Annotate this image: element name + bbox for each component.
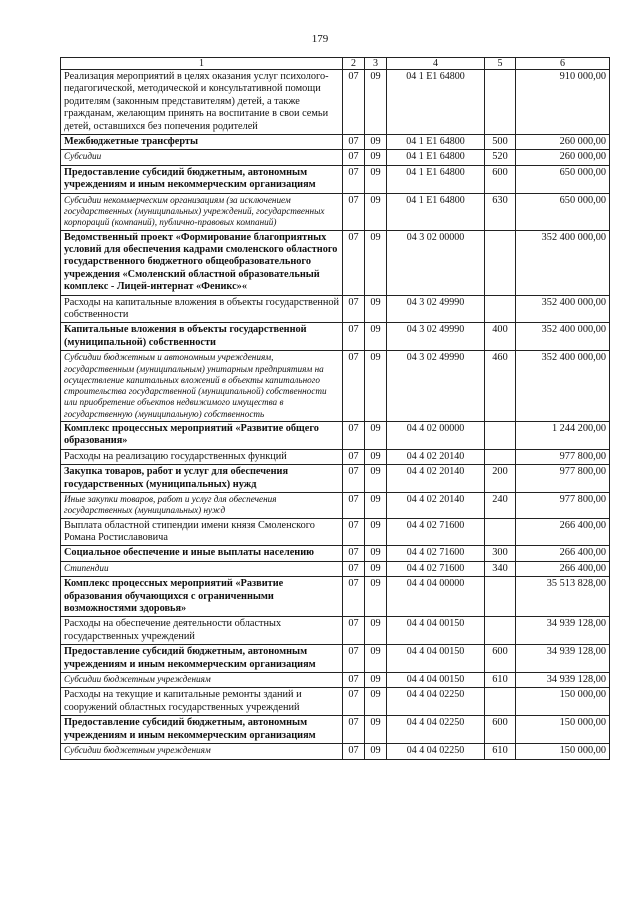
subsection-code-cell: 09 — [365, 577, 387, 617]
subsection-code-cell: 09 — [365, 165, 387, 193]
amount-cell: 150 000,00 — [516, 688, 610, 716]
table-row — [61, 465, 610, 493]
expense-type-cell: 600 — [485, 716, 516, 744]
expense-type-cell: 340 — [485, 561, 516, 576]
section-code-cell: 07 — [343, 165, 365, 193]
expense-type-cell — [485, 295, 516, 323]
subsection-code-cell: 09 — [365, 744, 387, 759]
subsection-code-cell: 09 — [365, 150, 387, 165]
subsection-code-cell: 09 — [365, 70, 387, 135]
amount-cell: 977 800,00 — [516, 449, 610, 464]
target-article-cell: 04 1 E1 64800 — [387, 165, 485, 193]
header-col-5: 5 — [485, 58, 516, 70]
target-article-cell: 04 4 02 71600 — [387, 546, 485, 561]
expense-type-cell — [485, 617, 516, 645]
amount-cell: 1 244 200,00 — [516, 421, 610, 449]
amount-cell: 650 000,00 — [516, 165, 610, 193]
row-name-cell: Межбюджетные трансферты — [61, 135, 343, 150]
section-code-cell: 07 — [343, 518, 365, 546]
target-article-cell: 04 4 04 02250 — [387, 716, 485, 744]
row-name-cell: Выплата областной стипендии имени князя Смоленского Романа Ростиславовича — [61, 518, 343, 546]
target-article-cell: 04 4 02 20140 — [387, 493, 485, 519]
row-name-cell: Предоставление субсидий бюджетным, автономным учреждениям и иным некоммерческим организациям — [61, 716, 343, 744]
expense-type-cell: 240 — [485, 493, 516, 519]
amount-cell: 34 939 128,00 — [516, 617, 610, 645]
expense-type-cell — [485, 577, 516, 617]
amount-cell: 260 000,00 — [516, 150, 610, 165]
target-article-cell: 04 4 02 71600 — [387, 518, 485, 546]
target-article-cell: 04 4 02 00000 — [387, 421, 485, 449]
expense-type-cell: 610 — [485, 673, 516, 688]
subsection-code-cell: 09 — [365, 193, 387, 230]
amount-cell: 150 000,00 — [516, 744, 610, 759]
target-article-cell: 04 3 02 49990 — [387, 323, 485, 351]
section-code-cell: 07 — [343, 493, 365, 519]
subsection-code-cell: 09 — [365, 493, 387, 519]
subsection-code-cell: 09 — [365, 351, 387, 422]
target-article-cell: 04 3 02 49990 — [387, 351, 485, 422]
expense-type-cell — [485, 518, 516, 546]
section-code-cell: 07 — [343, 449, 365, 464]
table-row — [61, 561, 610, 576]
row-name-cell: Предоставление субсидий бюджетным, автономным учреждениям и иным некоммерческим организациям — [61, 645, 343, 673]
header-col-6: 6 — [516, 58, 610, 70]
expense-type-cell: 400 — [485, 323, 516, 351]
table-row — [61, 617, 610, 645]
table-row — [61, 449, 610, 464]
section-code-cell: 07 — [343, 546, 365, 561]
target-article-cell: 04 3 02 00000 — [387, 230, 485, 295]
section-code-cell: 07 — [343, 673, 365, 688]
expense-type-cell — [485, 421, 516, 449]
row-name-cell: Социальное обеспечение и иные выплаты населению — [61, 546, 343, 561]
expense-type-cell: 630 — [485, 193, 516, 230]
table-row — [61, 165, 610, 193]
amount-cell: 266 400,00 — [516, 546, 610, 561]
expense-type-cell: 460 — [485, 351, 516, 422]
section-code-cell: 07 — [343, 645, 365, 673]
target-article-cell: 04 4 02 20140 — [387, 449, 485, 464]
table-row — [61, 150, 610, 165]
subsection-code-cell: 09 — [365, 323, 387, 351]
row-name-cell: Комплекс процессных мероприятий «Развитие общего образования» — [61, 421, 343, 449]
amount-cell: 266 400,00 — [516, 561, 610, 576]
row-name-cell: Расходы на реализацию государственных функций — [61, 449, 343, 464]
table-row — [61, 421, 610, 449]
subsection-code-cell: 09 — [365, 465, 387, 493]
table-row — [61, 295, 610, 323]
amount-cell: 977 800,00 — [516, 493, 610, 519]
table-row — [61, 688, 610, 716]
budget-table — [60, 57, 610, 760]
expense-type-cell: 300 — [485, 546, 516, 561]
row-name-cell: Субсидии бюджетным и автономным учреждениям, государственным (муниципальным) унитарным предприятиям на осуществление капитальных вложений в объекты капитального строительства государственной (муниципальной) собственности или приобретение объектов недвижимого имущества в государственную (муниципальную) собственность — [61, 351, 343, 422]
amount-cell: 150 000,00 — [516, 716, 610, 744]
expense-type-cell: 520 — [485, 150, 516, 165]
row-name-cell: Ведомственный проект «Формирование благоприятных условий для обеспечения кадрами смоленского областного государственного бюджетного общеобразовательного учреждения «Смоленский областной образовательный комплекс - Лицей-интернат «Феникс»« — [61, 230, 343, 295]
table-row — [61, 546, 610, 561]
table-row — [61, 673, 610, 688]
row-name-cell: Закупка товаров, работ и услуг для обеспечения государственных (муниципальных) нужд — [61, 465, 343, 493]
section-code-cell: 07 — [343, 230, 365, 295]
amount-cell: 35 513 828,00 — [516, 577, 610, 617]
amount-cell: 910 000,00 — [516, 70, 610, 135]
expense-type-cell: 200 — [485, 465, 516, 493]
section-code-cell: 07 — [343, 688, 365, 716]
section-code-cell: 07 — [343, 421, 365, 449]
row-name-cell: Расходы на обеспечение деятельности областных государственных учреждений — [61, 617, 343, 645]
section-code-cell: 07 — [343, 351, 365, 422]
target-article-cell: 04 4 04 02250 — [387, 744, 485, 759]
section-code-cell: 07 — [343, 193, 365, 230]
target-article-cell: 04 1 E1 64800 — [387, 150, 485, 165]
target-article-cell: 04 4 04 02250 — [387, 688, 485, 716]
subsection-code-cell: 09 — [365, 617, 387, 645]
row-name-cell: Стипендии — [61, 561, 343, 576]
target-article-cell: 04 4 04 00150 — [387, 673, 485, 688]
section-code-cell: 07 — [343, 465, 365, 493]
header-col-4: 4 — [387, 58, 485, 70]
target-article-cell: 04 4 04 00150 — [387, 617, 485, 645]
row-name-cell: Субсидии бюджетным учреждениям — [61, 744, 343, 759]
row-name-cell: Капитальные вложения в объекты государственной (муниципальной) собственности — [61, 323, 343, 351]
table-row — [61, 577, 610, 617]
section-code-cell: 07 — [343, 70, 365, 135]
expense-type-cell — [485, 70, 516, 135]
row-name-cell: Субсидии — [61, 150, 343, 165]
subsection-code-cell: 09 — [365, 645, 387, 673]
amount-cell: 977 800,00 — [516, 465, 610, 493]
section-code-cell: 07 — [343, 561, 365, 576]
amount-cell: 352 400 000,00 — [516, 230, 610, 295]
section-code-cell: 07 — [343, 617, 365, 645]
expense-type-cell — [485, 688, 516, 716]
table-row — [61, 323, 610, 351]
table-row — [61, 230, 610, 295]
target-article-cell: 04 4 02 71600 — [387, 561, 485, 576]
amount-cell: 266 400,00 — [516, 518, 610, 546]
row-name-cell: Субсидии некоммерческим организациям (за исключением государственных (муниципальных) учреждений, государственных корпораций (компаний), публично-правовых компаний) — [61, 193, 343, 230]
target-article-cell: 04 4 04 00000 — [387, 577, 485, 617]
expense-type-cell — [485, 230, 516, 295]
target-article-cell: 04 4 02 20140 — [387, 465, 485, 493]
section-code-cell: 07 — [343, 716, 365, 744]
table-row — [61, 70, 610, 135]
subsection-code-cell: 09 — [365, 518, 387, 546]
header-col-1: 1 — [61, 58, 343, 70]
header-col-3: 3 — [365, 58, 387, 70]
expense-type-cell: 600 — [485, 165, 516, 193]
subsection-code-cell: 09 — [365, 716, 387, 744]
expense-type-cell — [485, 449, 516, 464]
row-name-cell: Комплекс процессных мероприятий «Развитие образования обучающихся с ограниченными возможностями здоровья» — [61, 577, 343, 617]
target-article-cell: 04 4 04 00150 — [387, 645, 485, 673]
amount-cell: 650 000,00 — [516, 193, 610, 230]
expense-type-cell: 500 — [485, 135, 516, 150]
section-code-cell: 07 — [343, 135, 365, 150]
subsection-code-cell: 09 — [365, 561, 387, 576]
target-article-cell: 04 1 E1 64800 — [387, 193, 485, 230]
amount-cell: 352 400 000,00 — [516, 295, 610, 323]
row-name-cell: Предоставление субсидий бюджетным, автономным учреждениям и иным некоммерческим организациям — [61, 165, 343, 193]
amount-cell: 352 400 000,00 — [516, 351, 610, 422]
expense-type-cell: 610 — [485, 744, 516, 759]
section-code-cell: 07 — [343, 744, 365, 759]
header-col-2: 2 — [343, 58, 365, 70]
row-name-cell: Иные закупки товаров, работ и услуг для обеспечения государственных (муниципальных) нужд — [61, 493, 343, 519]
amount-cell: 352 400 000,00 — [516, 323, 610, 351]
row-name-cell: Расходы на текущие и капитальные ремонты зданий и сооружений областных государственных учреждений — [61, 688, 343, 716]
table-row — [61, 518, 610, 546]
target-article-cell: 04 1 E1 64800 — [387, 70, 485, 135]
subsection-code-cell: 09 — [365, 135, 387, 150]
table-row — [61, 744, 610, 759]
amount-cell: 260 000,00 — [516, 135, 610, 150]
table-row — [61, 193, 610, 230]
subsection-code-cell: 09 — [365, 688, 387, 716]
row-name-cell: Расходы на капитальные вложения в объекты государственной собственности — [61, 295, 343, 323]
page-number: 179 — [311, 33, 329, 45]
table-row — [61, 351, 610, 422]
target-article-cell: 04 1 E1 64800 — [387, 135, 485, 150]
row-name-cell: Субсидии бюджетным учреждениям — [61, 673, 343, 688]
subsection-code-cell: 09 — [365, 673, 387, 688]
amount-cell: 34 939 128,00 — [516, 673, 610, 688]
amount-cell: 34 939 128,00 — [516, 645, 610, 673]
table-row — [61, 716, 610, 744]
subsection-code-cell: 09 — [365, 546, 387, 561]
table-row — [61, 645, 610, 673]
table-row — [61, 493, 610, 519]
expense-type-cell: 600 — [485, 645, 516, 673]
section-code-cell: 07 — [343, 577, 365, 617]
target-article-cell: 04 3 02 49990 — [387, 295, 485, 323]
table-row — [61, 135, 610, 150]
section-code-cell: 07 — [343, 295, 365, 323]
row-name-cell: Реализация мероприятий в целях оказания услуг психолого-педагогической, методической и консультативной помощи родителям (законным представителям) детей, а также гражданам, желающим принять на воспитание в свои семьи детей, оставшихся без попечения родителей — [61, 70, 343, 135]
table-header-row — [61, 58, 610, 70]
section-code-cell: 07 — [343, 323, 365, 351]
subsection-code-cell: 09 — [365, 230, 387, 295]
subsection-code-cell: 09 — [365, 421, 387, 449]
section-code-cell: 07 — [343, 150, 365, 165]
subsection-code-cell: 09 — [365, 449, 387, 464]
subsection-code-cell: 09 — [365, 295, 387, 323]
